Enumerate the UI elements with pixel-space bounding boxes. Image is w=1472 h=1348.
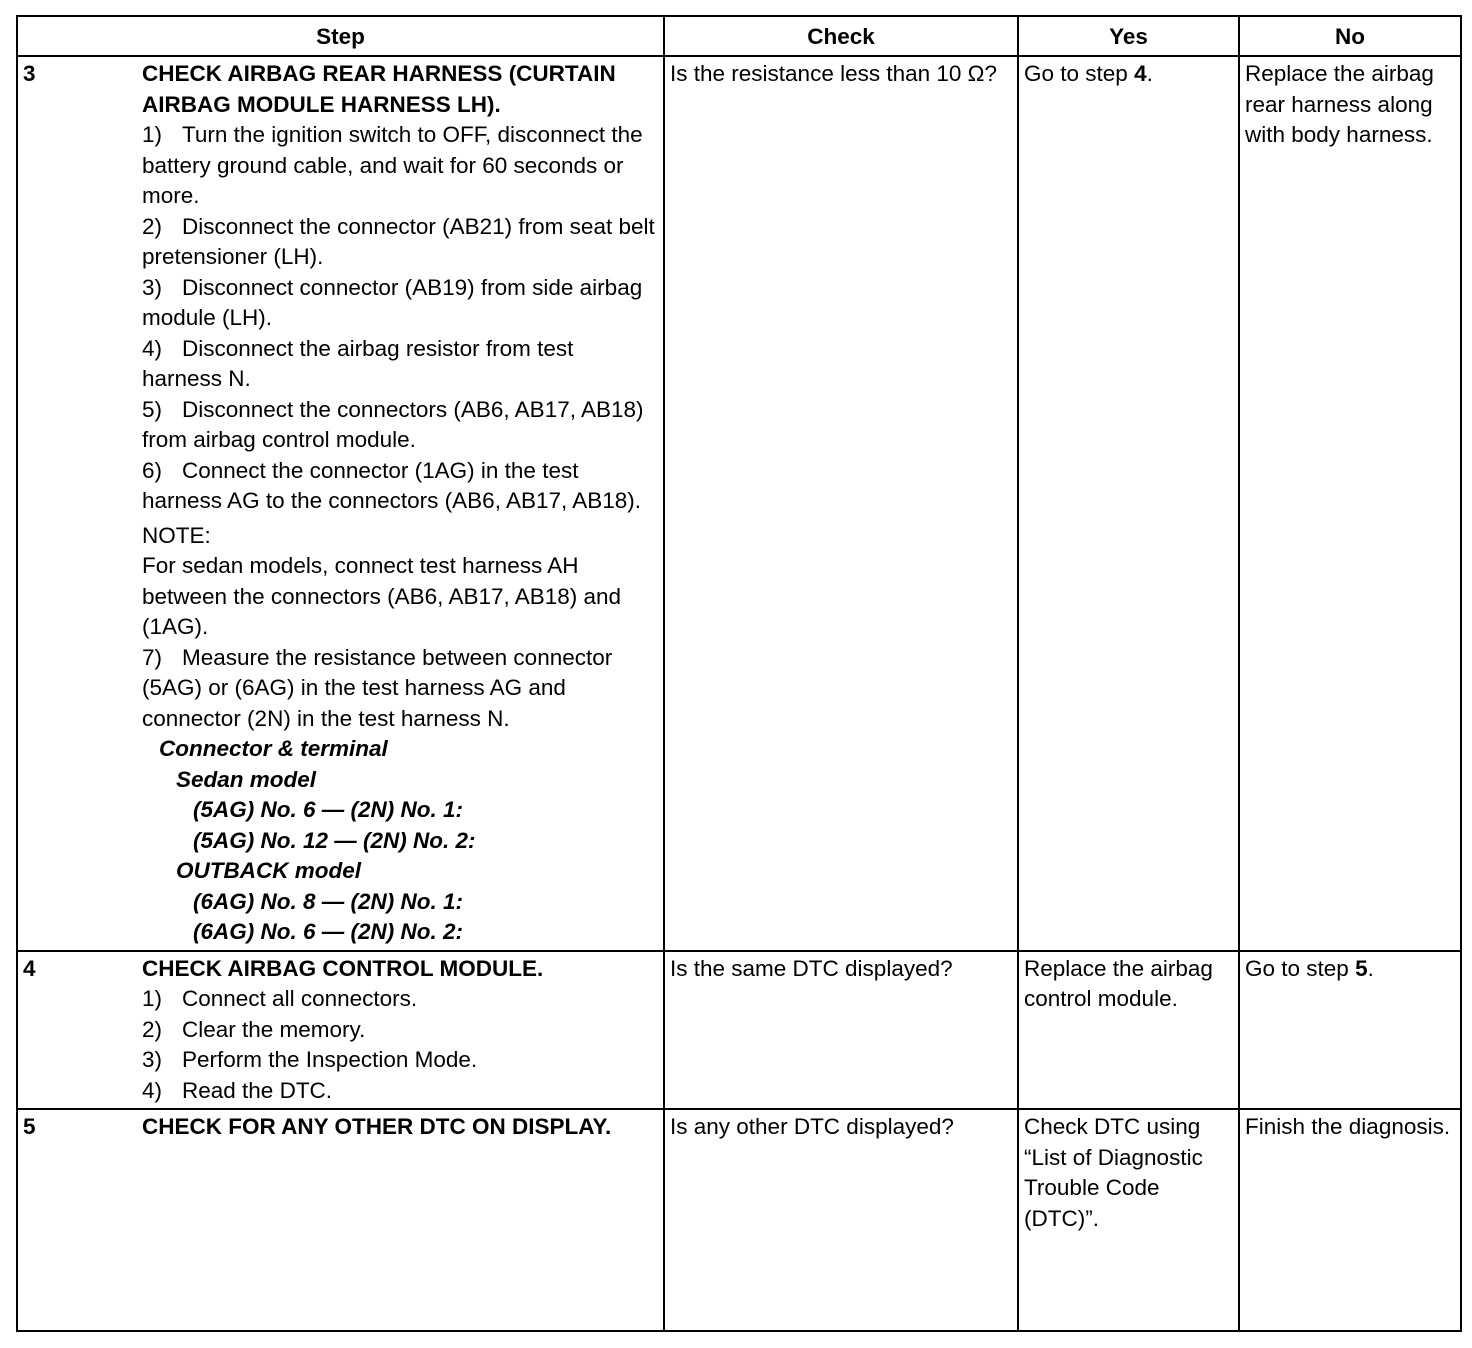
check-cell: Is the resistance less than 10 Ω? [664, 56, 1018, 951]
item-text: Disconnect connector (AB19) from side airbag module (LH). [142, 274, 643, 330]
step-title: CHECK AIRBAG CONTROL MODULE. [142, 955, 544, 981]
item-text: Connect the connector (1AG) in the test harness AG to the connectors (AB6, AB17, AB18). [142, 457, 642, 513]
step-item [142, 456, 658, 517]
step-item [142, 1045, 658, 1076]
header-check: Check [664, 16, 1018, 56]
step-title: CHECK FOR ANY OTHER DTC ON DISPLAY. [142, 1114, 612, 1139]
step-number: 3 [23, 61, 36, 86]
note-label: NOTE: [142, 522, 211, 548]
outback-model-label: OUTBACK model [176, 858, 361, 883]
yes-prefix: Go to step [1024, 61, 1135, 86]
no-cell: Replace the airbag rear harness along with body harness. [1239, 56, 1461, 951]
connector-heading: Connector & terminal [159, 736, 388, 761]
item-text: Disconnect the airbag resistor from test harness N. [142, 335, 574, 391]
item-text: Connect all connectors. [182, 986, 418, 1011]
note-text: For sedan models, connect test harness AH between the connectors (AB6, AB17, AB18) and (1AG). [142, 553, 622, 639]
step-item [142, 395, 658, 456]
step-body [142, 1112, 658, 1143]
item-text: Read the DTC. [182, 1077, 333, 1103]
item-number: 1) [142, 986, 163, 1011]
step-item [142, 334, 658, 395]
yes-suffix: . [1146, 61, 1153, 86]
step-item [142, 1015, 658, 1046]
step-cell [17, 951, 664, 1110]
step-item [142, 120, 658, 212]
no-cell: Finish the diagnosis. [1239, 1109, 1461, 1331]
item-number: 7) [142, 644, 163, 670]
header-step: Step [17, 16, 664, 56]
table-row [17, 1109, 1461, 1331]
diagnostic-table [16, 15, 1462, 1332]
outback-terminal-2: (6AG) No. 6 — (2N) No. 2: [193, 919, 464, 944]
item-text: Perform the Inspection Mode. [182, 1047, 478, 1072]
no-cell [1239, 951, 1461, 1110]
step-body [142, 954, 658, 1107]
step-item [142, 643, 658, 735]
no-prefix: Go to step [1245, 955, 1356, 981]
check-cell: Is any other DTC displayed? [664, 1109, 1018, 1331]
sedan-model-label: Sedan model [176, 766, 317, 792]
step-item [142, 212, 658, 273]
header-yes: Yes [1018, 16, 1239, 56]
outback-terminal-1: (6AG) No. 8 — (2N) No. 1: [193, 888, 464, 914]
item-text: Clear the memory. [182, 1016, 366, 1042]
item-text: Measure the resistance between connector (5AG) or (6AG) in the test harness AG and connector (2N) in the test harness N. [142, 644, 613, 731]
check-cell: Is the same DTC displayed? [664, 951, 1018, 1110]
item-number: 2) [142, 1016, 163, 1042]
header-row [17, 16, 1461, 56]
step-number: 5 [23, 1114, 36, 1139]
item-number: 5) [142, 396, 163, 422]
item-number: 4) [142, 1077, 163, 1103]
header-no: No [1239, 16, 1461, 56]
step-cell [17, 56, 664, 951]
step-body [142, 59, 658, 948]
item-number: 1) [142, 122, 163, 147]
step-cell [17, 1109, 664, 1331]
step-item [142, 1076, 658, 1107]
table-row [17, 56, 1461, 951]
no-suffix: . [1367, 955, 1374, 981]
item-number: 6) [142, 457, 163, 483]
item-number: 3) [142, 1047, 163, 1072]
step-item [142, 984, 658, 1015]
item-text: Turn the ignition switch to OFF, disconnect the battery ground cable, and wait for 60 seconds or more. [142, 122, 643, 208]
yes-cell: Check DTC using “List of Diagnostic Trouble Code (DTC)”. [1018, 1109, 1239, 1331]
yes-cell: Replace the airbag control module. [1018, 951, 1239, 1110]
item-text: Disconnect the connectors (AB6, AB17, AB18) from airbag control module. [142, 396, 644, 452]
item-number: 2) [142, 213, 163, 239]
item-number: 3) [142, 274, 163, 300]
step-item [142, 273, 658, 334]
no-step-link: 5 [1355, 955, 1368, 981]
table-row [17, 951, 1461, 1110]
yes-step-link: 4 [1134, 61, 1147, 86]
item-number: 4) [142, 335, 163, 361]
sedan-terminal-2: (5AG) No. 12 — (2N) No. 2: [193, 827, 476, 853]
sedan-terminal-1: (5AG) No. 6 — (2N) No. 1: [193, 797, 464, 822]
step-title: CHECK AIRBAG REAR HARNESS (CURTAIN AIRBAG MODULE HARNESS LH). [142, 61, 616, 117]
yes-cell [1018, 56, 1239, 951]
step-number: 4 [23, 955, 36, 981]
item-text: Disconnect the connector (AB21) from seat belt pretensioner (LH). [142, 213, 655, 269]
